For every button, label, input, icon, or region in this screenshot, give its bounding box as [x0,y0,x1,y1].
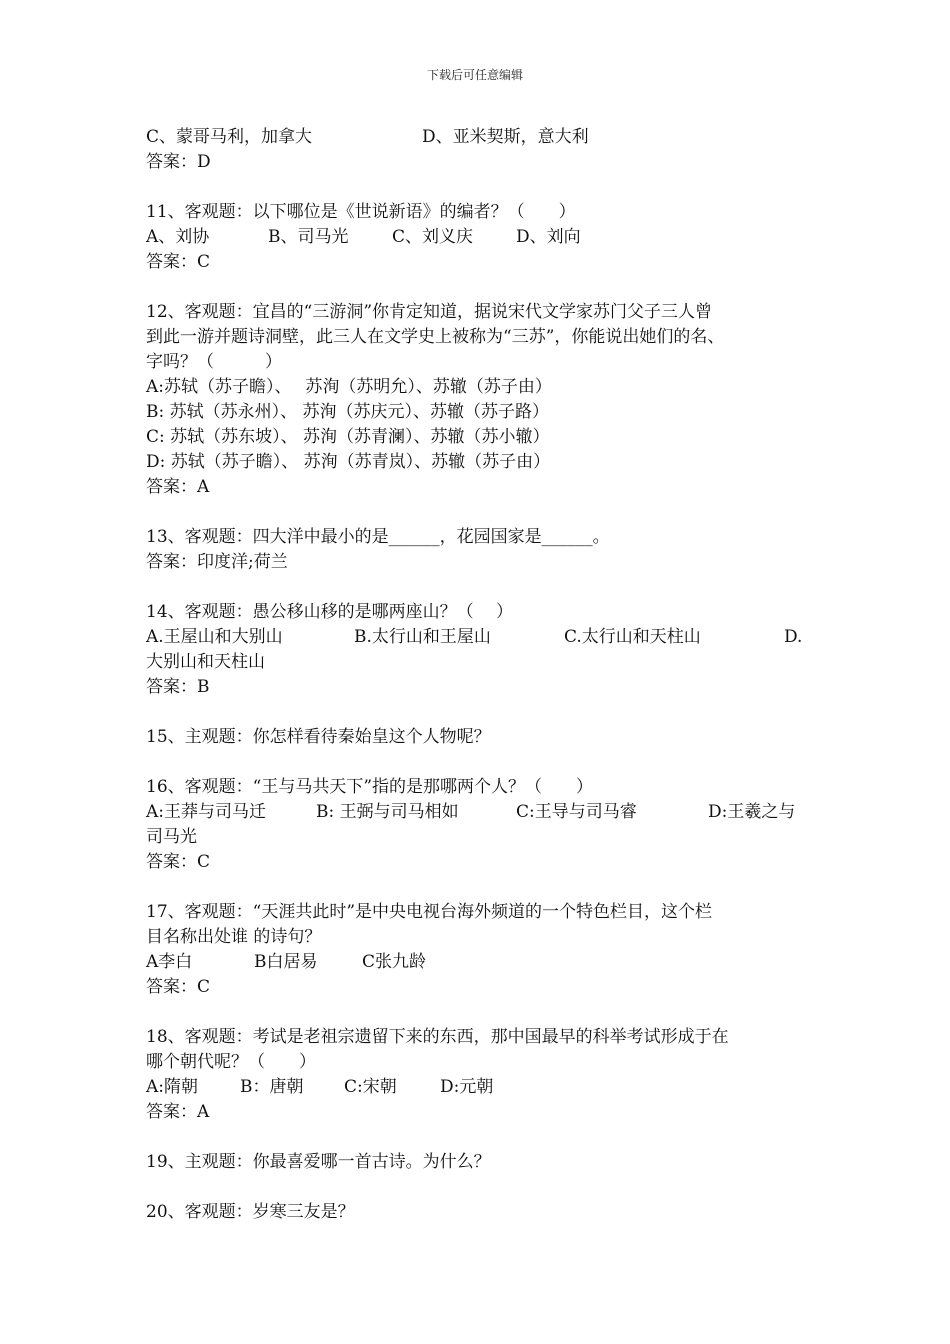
page-header: 下载后可任意编辑 [426,68,523,82]
q17-option-b: B白居易 [254,952,318,972]
q10-option-d: D、亚米契斯，意大利 [422,127,589,147]
q17-answer: 答案：C [146,977,211,997]
q17-question-line-1: 17、客观题：“天涯共此时”是中央电视台海外频道的一个特色栏目，这个栏 [146,902,713,922]
q18-option-c: C:宋朝 [344,1077,397,1097]
q18-answer: 答案：A [146,1102,210,1122]
q14-answer: 答案：B [146,677,210,697]
q17-option-a: A李白 [146,952,193,972]
q11-answer: 答案：C [146,252,211,272]
q14-option-d-continued: 大别山和天柱山 [146,652,265,672]
q12-option-a: A:苏轼（苏子瞻）、 苏洵（苏明允）、苏辙（苏子由） [146,377,552,397]
q16-answer: 答案：C [146,852,211,872]
q13-answer: 答案：印度洋;荷兰 [146,552,288,572]
q13-question: 13、客观题：四大洋中最小的是______，花园国家是______。 [146,527,610,547]
q18-question-line-1: 18、客观题：考试是老祖宗遗留下来的东西，那中国最早的科举考试形成于在 [146,1027,729,1047]
q11-option-b: B、司马光 [268,227,349,247]
q18-option-d: D:元朝 [440,1077,494,1097]
q12-option-d: D: 苏轼（苏子瞻）、 苏洵（苏青岚）、苏辙（苏子由） [146,452,551,472]
q10-answer: 答案：D [146,152,211,172]
q10-option-c: C、蒙哥马利，加拿大 [146,127,313,147]
q12-option-c: C: 苏轼（苏东坡）、 苏洵（苏青澜）、苏辙（苏小辙） [146,427,550,447]
q12-question-line-3: 字吗？（ ） [146,352,282,372]
q14-options [146,625,816,650]
q15-question: 15、主观题：你怎样看待秦始皇这个人物呢？ [146,727,491,747]
q19-question: 19、主观题：你最喜爱哪一首古诗。为什么？ [146,1152,491,1172]
question-list [146,125,816,1225]
q17-option-c: C张九龄 [362,952,427,972]
q16-question: 16、客观题：“王与马共天下”指的是那哪两个人？（ ） [146,777,594,797]
q11-option-c: C、刘义庆 [392,227,474,247]
q16-option-d: D:王羲之与 [708,802,796,822]
q11-question: 11、客观题：以下哪位是《世说新语》的编者？（ ） [146,202,576,222]
q14-option-a: A.王屋山和大别山 [146,627,283,647]
q14-option-d: D. [784,627,803,647]
q17-question-line-2: 目名称出处谁 的诗句？ [146,927,322,947]
q18-option-a: A:隋朝 [146,1077,199,1097]
q16-option-a: A:王莽与司马迁 [146,802,267,822]
q20-question: 20、客观题：岁寒三友是？ [146,1202,355,1222]
q12-answer: 答案：A [146,477,210,497]
q18-options [146,1075,816,1100]
q18-question-line-2: 哪个朝代呢？（ ） [146,1052,316,1072]
q16-option-c: C:王导与司马睿 [516,802,637,822]
q12-option-b: B: 苏轼（苏永州）、 苏洵（苏庆元）、苏辙（苏子路） [146,402,550,422]
q10-options [146,125,816,150]
q12-question-line-2: 到此一游并题诗洞壁，此三人在文学史上被称为“三苏”，你能说出她们的名、 [146,327,725,347]
q14-option-b: B.太行山和王屋山 [354,627,491,647]
q14-question: 14、客观题：愚公移山移的是哪两座山？（ ） [146,602,514,622]
q16-options [146,800,816,825]
q14-option-c: C.太行山和天柱山 [564,627,701,647]
q16-option-b: B: 王弼与司马相如 [316,802,459,822]
q18-option-b: B：唐朝 [240,1077,304,1097]
q17-options [146,950,816,975]
q12-question-line-1: 12、客观题：宜昌的“三游洞”你肯定知道，据说宋代文学家苏门父子三人曾 [146,302,713,322]
q11-options [146,225,816,250]
q16-option-d-continued: 司马光 [146,827,197,847]
q11-option-a: A、刘协 [146,227,210,247]
q11-option-d: D、刘向 [516,227,581,247]
